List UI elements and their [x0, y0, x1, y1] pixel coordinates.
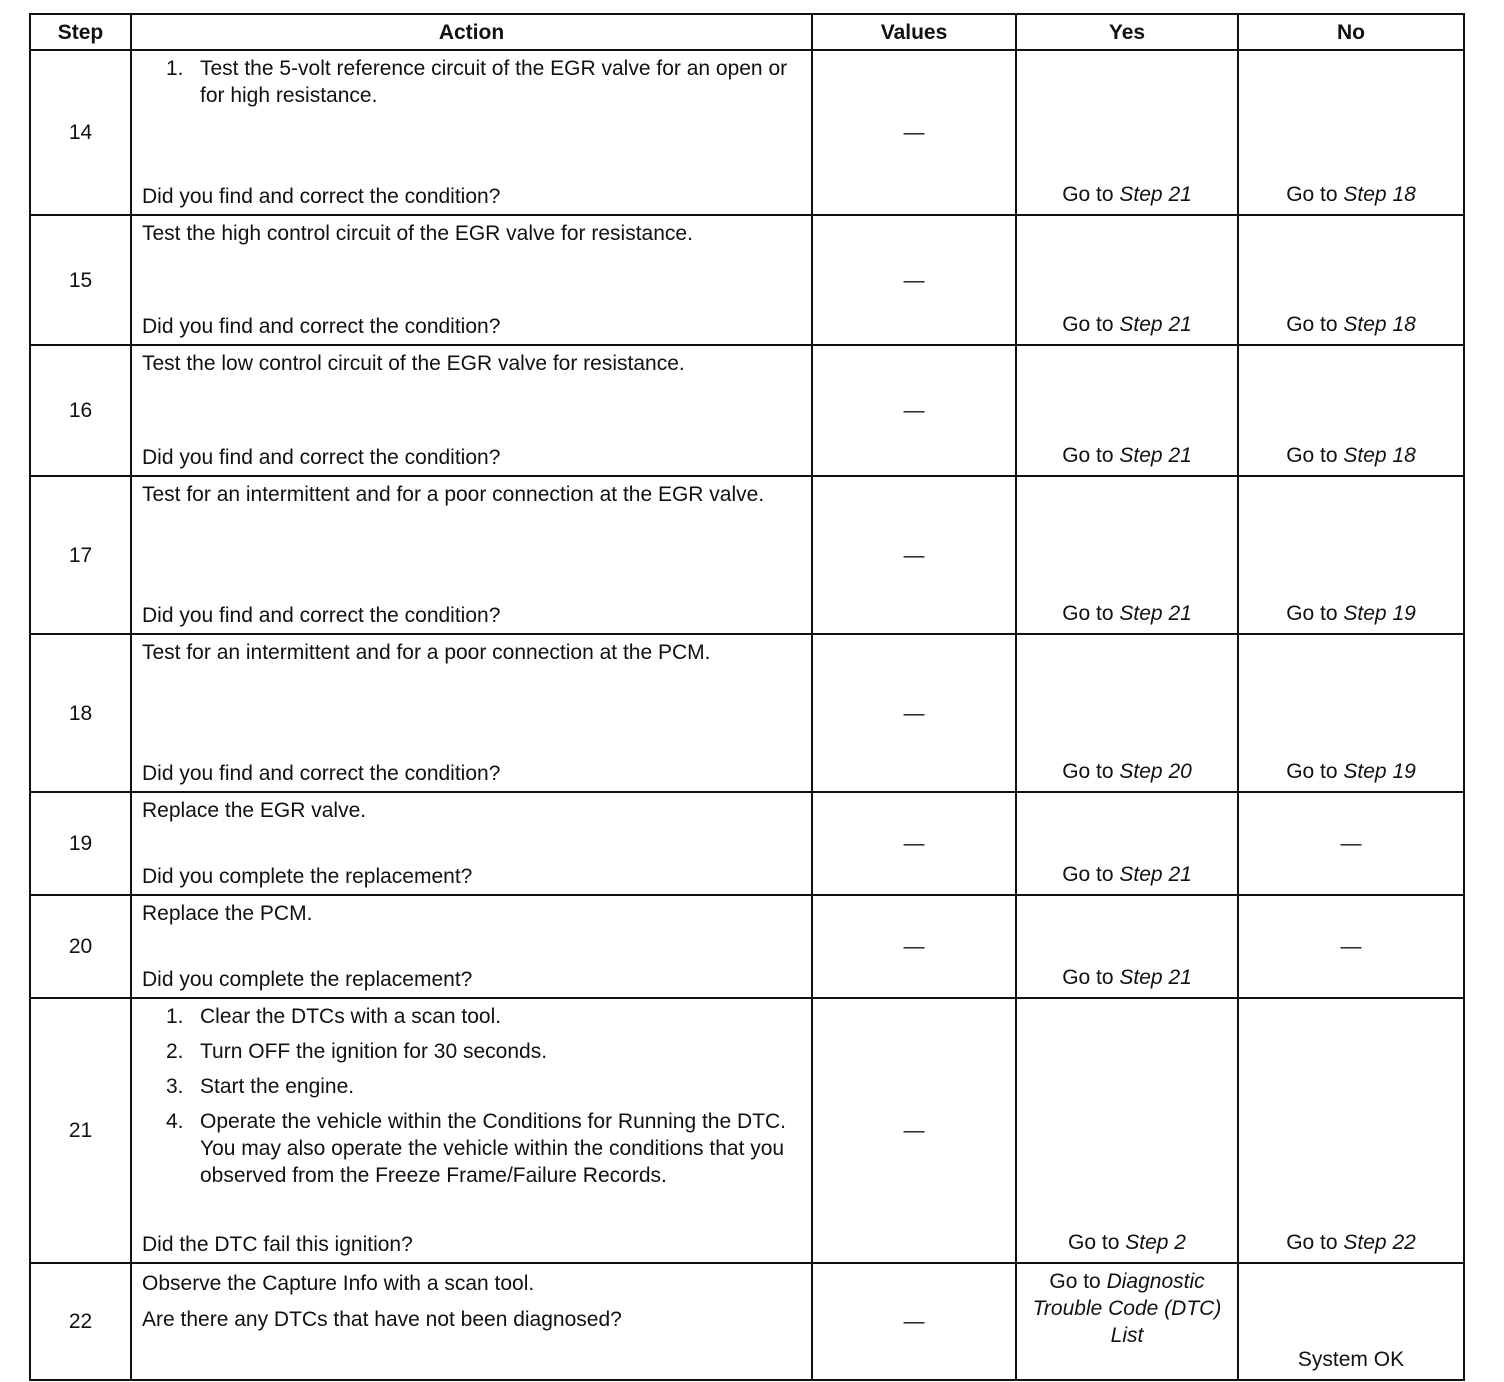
- yes-step-link: Step 21: [1119, 863, 1192, 886]
- no-cell: Go to Step 19: [1238, 634, 1464, 792]
- values-cell: —: [812, 634, 1016, 792]
- table-row: [30, 50, 1464, 215]
- no-step-link: Step 19: [1343, 760, 1416, 783]
- action-cell: [131, 895, 812, 998]
- action-question: Did you find and correct the condition?: [142, 762, 501, 785]
- yes-step-link: Step 21: [1119, 602, 1192, 625]
- yes-dtc-list-link: Diagnostic Trouble Code (DTC) List: [1032, 1270, 1222, 1347]
- action-text: Replace the PCM.: [142, 902, 313, 925]
- values-cell: —: [812, 1263, 1016, 1380]
- action-question: Did you find and correct the condition?: [142, 315, 501, 338]
- list-item: 3. Start the engine.: [166, 1075, 355, 1098]
- action-question: Did the DTC fail this ignition?: [142, 1233, 413, 1256]
- action-list: [142, 55, 801, 117]
- action-step-text: Clear the DTCs with a scan tool.: [200, 1005, 502, 1028]
- col-header-values: Values: [812, 14, 1016, 50]
- step-number: 18: [30, 634, 131, 792]
- no-step-link: Step 18: [1343, 313, 1416, 336]
- yes-cell: Go to Step 2: [1016, 998, 1238, 1263]
- no-cell: Go to Step 18: [1238, 345, 1464, 476]
- yes-cell: Go to Step 21: [1016, 50, 1238, 215]
- yes-step-link: Step 21: [1119, 966, 1192, 989]
- action-question: Did you complete the replacement?: [142, 968, 473, 991]
- col-header-step: Step: [30, 14, 131, 50]
- table-row: [30, 476, 1464, 634]
- action-question: Did you complete the replacement?: [142, 865, 473, 888]
- table-row: [30, 895, 1464, 998]
- no-step-link: Step 18: [1343, 444, 1416, 467]
- action-text: Test for an intermittent and for a poor connection at the EGR valve.: [142, 483, 765, 506]
- action-cell: [131, 792, 812, 895]
- list-item: 1. Test the 5-volt reference circuit of the EGR valve for an open or for high resistance.: [166, 57, 788, 107]
- action-cell: [131, 345, 812, 476]
- action-cell: [131, 215, 812, 345]
- step-number: 20: [30, 895, 131, 998]
- no-step-link: Step 19: [1343, 602, 1416, 625]
- yes-cell: Go to Step 21: [1016, 215, 1238, 345]
- values-cell: —: [812, 476, 1016, 634]
- header-row: [30, 14, 1464, 50]
- action-cell: [131, 476, 812, 634]
- step-number: 15: [30, 215, 131, 345]
- list-item: 1. Clear the DTCs with a scan tool.: [166, 1005, 502, 1028]
- yes-step-link: Step 21: [1119, 444, 1192, 467]
- table-row: [30, 792, 1464, 895]
- values-cell: —: [812, 215, 1016, 345]
- step-number: 17: [30, 476, 131, 634]
- action-step-text: Turn OFF the ignition for 30 seconds.: [200, 1040, 548, 1063]
- yes-step-link: Step 20: [1119, 760, 1192, 783]
- col-header-no: No: [1238, 14, 1464, 50]
- action-step-text: Test the 5-volt reference circuit of the EGR valve for an open or for high resistance.: [200, 57, 788, 107]
- action-list: [142, 1003, 801, 1197]
- step-number: 22: [30, 1263, 131, 1380]
- no-cell: Go to Step 22: [1238, 998, 1464, 1263]
- action-text: Observe the Capture Info with a scan tool.: [142, 1272, 535, 1295]
- action-cell: [131, 998, 812, 1263]
- step-number: 21: [30, 998, 131, 1263]
- values-cell: —: [812, 345, 1016, 476]
- table-row: [30, 1263, 1464, 1380]
- action-question: Did you find and correct the condition?: [142, 185, 501, 208]
- no-step-link: Step 18: [1343, 183, 1416, 206]
- action-question: Did you find and correct the condition?: [142, 604, 501, 627]
- col-header-yes: Yes: [1016, 14, 1238, 50]
- yes-step-link: Step 21: [1119, 183, 1192, 206]
- no-step-link: Step 22: [1343, 1231, 1416, 1254]
- action-cell: [131, 1263, 812, 1380]
- table-row: [30, 215, 1464, 345]
- no-cell: —: [1238, 792, 1464, 895]
- values-cell: —: [812, 998, 1016, 1263]
- table-row: [30, 634, 1464, 792]
- table-row: [30, 345, 1464, 476]
- diagnostic-table: [29, 13, 1465, 1381]
- step-number: 19: [30, 792, 131, 895]
- action-text: Test the low control circuit of the EGR valve for resistance.: [142, 352, 685, 375]
- values-cell: —: [812, 792, 1016, 895]
- no-cell: Go to Step 18: [1238, 215, 1464, 345]
- yes-cell: Go to Step 20: [1016, 634, 1238, 792]
- table-row: [30, 998, 1464, 1263]
- no-cell: —: [1238, 895, 1464, 998]
- action-text: Test the high control circuit of the EGR valve for resistance.: [142, 222, 693, 245]
- yes-cell: Go to Step 21: [1016, 345, 1238, 476]
- action-text: Replace the EGR valve.: [142, 799, 367, 822]
- action-question: Did you find and correct the condition?: [142, 446, 501, 469]
- yes-cell: Go to Step 21: [1016, 895, 1238, 998]
- col-header-action: Action: [131, 14, 812, 50]
- action-step-text: Start the engine.: [200, 1075, 355, 1098]
- action-step-text: Operate the vehicle within the Conditions for Running the DTC. You may also operate the vehicle within the conditions that you observed from the Freeze Frame/Failure Records.: [200, 1110, 786, 1187]
- list-item: 2. Turn OFF the ignition for 30 seconds.: [166, 1040, 548, 1063]
- values-cell: —: [812, 50, 1016, 215]
- no-cell: Go to Step 19: [1238, 476, 1464, 634]
- step-number: 14: [30, 50, 131, 215]
- list-item: 4. Operate the vehicle within the Conditions for Running the DTC. You may also operate the vehicle within the conditions that you observed from the Freeze Frame/Failure Records.: [166, 1110, 786, 1187]
- action-cell: [131, 634, 812, 792]
- action-cell: [131, 50, 812, 215]
- yes-cell: Go to Diagnostic Trouble Code (DTC) List: [1016, 1263, 1238, 1380]
- no-cell: System OK: [1238, 1263, 1464, 1380]
- step-number: 16: [30, 345, 131, 476]
- yes-step-link: Step 21: [1119, 313, 1192, 336]
- action-text: Test for an intermittent and for a poor connection at the PCM.: [142, 641, 711, 664]
- yes-cell: Go to Step 21: [1016, 792, 1238, 895]
- yes-step-link: Step 2: [1125, 1231, 1186, 1254]
- values-cell: —: [812, 895, 1016, 998]
- no-cell: Go to Step 18: [1238, 50, 1464, 215]
- action-question: Are there any DTCs that have not been diagnosed?: [142, 1308, 622, 1331]
- yes-cell: Go to Step 21: [1016, 476, 1238, 634]
